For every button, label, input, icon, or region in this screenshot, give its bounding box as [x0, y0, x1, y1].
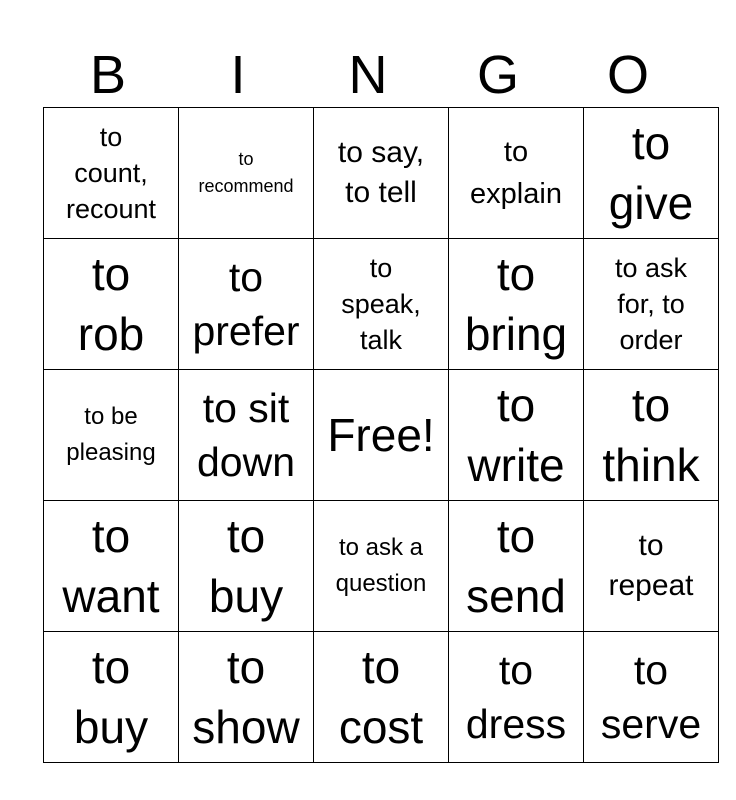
board-row: [44, 632, 719, 763]
cell-label: to cost: [338, 641, 424, 753]
bingo-cell[interactable]: [44, 632, 179, 763]
bingo-cell[interactable]: [314, 108, 449, 239]
free-space-cell[interactable]: [314, 370, 449, 501]
bingo-cell[interactable]: [44, 108, 179, 239]
bingo-cell[interactable]: [449, 501, 584, 632]
bingo-cell[interactable]: [179, 239, 314, 370]
bingo-cell[interactable]: [449, 370, 584, 501]
free-space-label: Free!: [327, 409, 435, 461]
cell-label: to want: [62, 510, 160, 622]
cell-label: to show: [192, 641, 300, 753]
header-letter-i: I: [230, 45, 246, 105]
header-letter-o: O: [606, 45, 649, 105]
header-letter-b: B: [89, 45, 127, 105]
bingo-cell[interactable]: [449, 632, 584, 763]
cell-label: to recommend: [198, 149, 294, 196]
header-letter-g: G: [476, 45, 519, 105]
cell-label: to dress: [465, 647, 567, 747]
cell-label: to explain: [470, 136, 562, 210]
bingo-cell[interactable]: [584, 239, 719, 370]
board-row: [44, 239, 719, 370]
board-row: [44, 108, 719, 239]
cell-label: to bring: [464, 248, 568, 360]
bingo-cell[interactable]: [179, 108, 314, 239]
board-row: [44, 501, 719, 632]
bingo-cell[interactable]: [314, 239, 449, 370]
bingo-cell[interactable]: [314, 632, 449, 763]
cell-label: to count, recount: [65, 122, 157, 224]
bingo-cell[interactable]: [44, 239, 179, 370]
cell-label: to be pleasing: [66, 403, 156, 466]
cell-label: to buy: [73, 641, 149, 753]
board-row: [44, 370, 719, 501]
cell-label: to buy: [208, 510, 284, 622]
bingo-cell[interactable]: [179, 501, 314, 632]
cell-label: to serve: [600, 647, 702, 747]
bingo-cell[interactable]: [179, 632, 314, 763]
cell-label: to say, to tell: [337, 136, 425, 209]
cell-label: to give: [608, 117, 694, 229]
bingo-board: [43, 107, 719, 763]
cell-label: to sit down: [196, 385, 295, 485]
cell-label: to think: [602, 379, 700, 491]
cell-label: to write: [467, 379, 565, 491]
cell-label: to speak, talk: [341, 253, 421, 355]
bingo-cell[interactable]: [449, 239, 584, 370]
bingo-cell[interactable]: [44, 501, 179, 632]
cell-label: to ask a question: [335, 534, 427, 597]
bingo-cell[interactable]: [179, 370, 314, 501]
bingo-cell[interactable]: [584, 370, 719, 501]
bingo-cell[interactable]: [584, 501, 719, 632]
cell-label: to rob: [77, 248, 145, 360]
bingo-cell[interactable]: [584, 632, 719, 763]
header-letter-n: N: [348, 45, 388, 105]
cell-label: to ask for, to order: [614, 253, 688, 355]
bingo-header: [43, 44, 693, 106]
bingo-cell[interactable]: [449, 108, 584, 239]
bingo-cell[interactable]: [314, 501, 449, 632]
cell-label: to prefer: [192, 254, 300, 354]
bingo-cell[interactable]: [584, 108, 719, 239]
cell-label: to send: [466, 510, 566, 622]
bingo-cell[interactable]: [44, 370, 179, 501]
cell-label: to repeat: [608, 529, 694, 602]
